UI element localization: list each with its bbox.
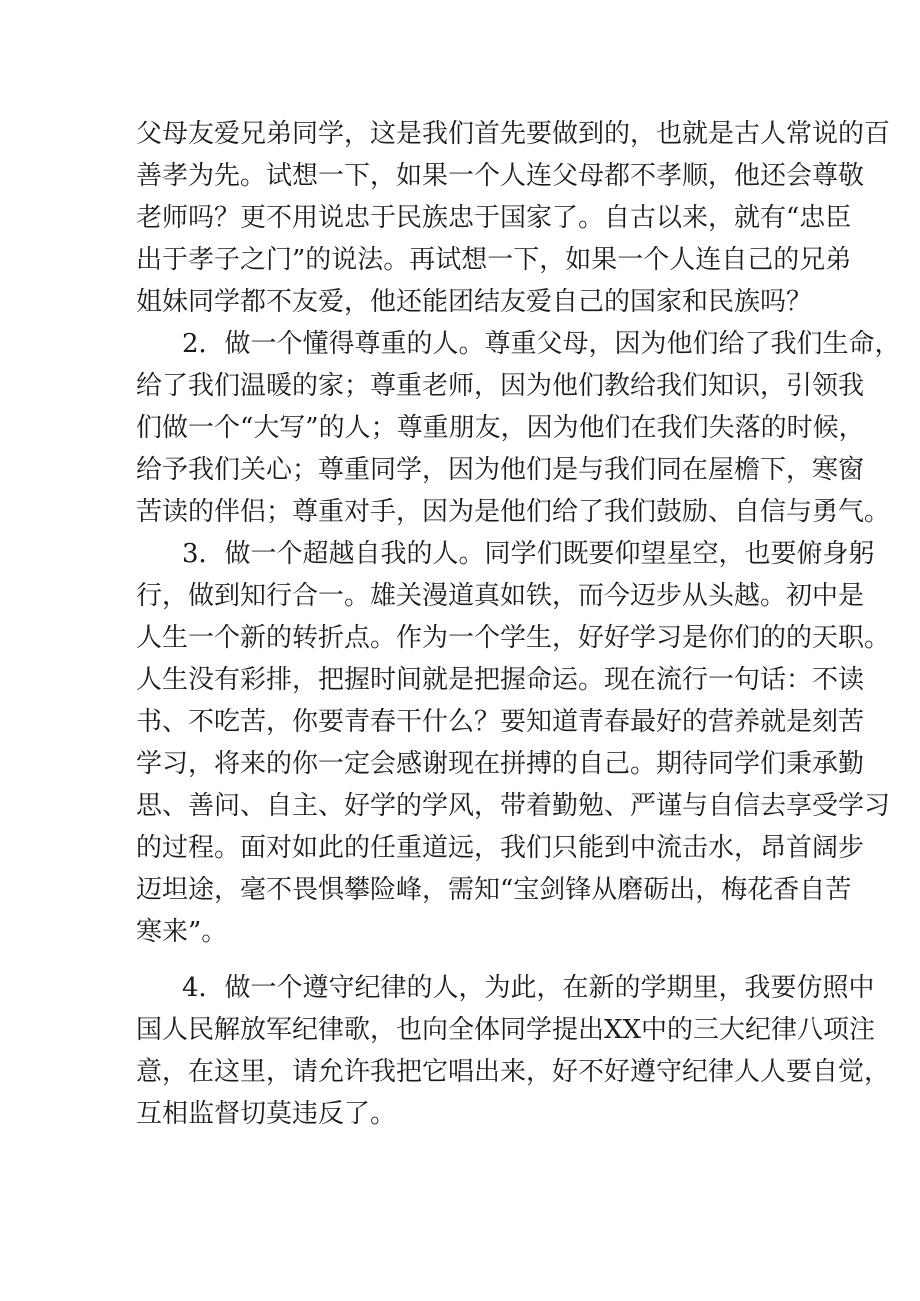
text-line: 出于孝子之门”的说法。再试想一下，如果一个人连自己的兄弟	[136, 245, 852, 275]
paragraph-3	[136, 533, 891, 953]
text-line: 姐妹同学都不友爱，他还能团结友爱自己的国家和民族吗？	[136, 287, 813, 317]
text-line: 给予我们关心；尊重同学，因为他们是与我们同在屋檐下，寒窗	[136, 455, 865, 485]
paragraph-4	[136, 967, 891, 1135]
text-line: 们做一个“大写”的人；尊重朋友，因为他们在我们失落的时候，	[136, 413, 865, 443]
text-line: 迈坦途，毫不畏惧攀险峰，需知“宝剑锋从磨砺出，梅花香自苦	[136, 875, 852, 905]
text-line: 国人民解放军纪律歌，也向全体同学提出XX中的三大纪律八项注	[136, 1015, 876, 1045]
text-line: 给了我们温暖的家；尊重老师，因为他们教给我们知识，引领我	[136, 371, 865, 401]
text-line: 2．做一个懂得尊重的人。尊重父母，因为他们给了我们生命，	[182, 329, 901, 359]
text-line: 人生一个新的转折点。作为一个学生，好好学习是你们的的天职。	[136, 623, 891, 653]
text-line: 4．做一个遵守纪律的人，为此，在新的学期里，我要仿照中	[182, 973, 875, 1003]
paragraph-2	[136, 323, 901, 533]
text-line: 意，在这里，请允许我把它唱出来，好不好遵守纪律人人要自觉，	[136, 1057, 891, 1087]
text-line: 思、善问、自主、好学的学风，带着勤勉、严谨与自信去享受学习	[136, 791, 891, 821]
text-line: 互相监督切莫违反了。	[136, 1099, 397, 1129]
text-line: 老师吗？更不用说忠于民族忠于国家了。自古以来，就有“忠臣	[136, 203, 852, 233]
text-line: 人生没有彩排，把握时间就是把握命运。现在流行一句话：不读	[136, 665, 865, 695]
document-body	[136, 113, 901, 1135]
text-line: 3．做一个超越自我的人。同学们既要仰望星空，也要俯身躬	[182, 539, 875, 569]
text-line: 行，做到知行合一。雄关漫道真如铁，而今迈步从头越。初中是	[136, 581, 865, 611]
text-line: 书、不吃苦，你要青春干什么？要知道青春最好的营养就是刻苦	[136, 707, 865, 737]
paragraph-spacer	[136, 953, 796, 967]
text-line: 父母友爱兄弟同学，这是我们首先要做到的，也就是古人常说的百	[136, 119, 891, 149]
text-line: 善孝为先。试想一下，如果一个人连父母都不孝顺，他还会尊敬	[136, 161, 865, 191]
text-line: 的过程。面对如此的任重道远，我们只能到中流击水，昂首阔步	[136, 833, 865, 863]
text-line: 寒来”。	[136, 917, 228, 947]
text-line: 学习，将来的你一定会感谢现在拼搏的自己。期待同学们秉承勤	[136, 749, 865, 779]
paragraph-1	[136, 113, 891, 323]
text-line: 苦读的伴侣；尊重对手，因为是他们给了我们鼓励、自信与勇气。	[136, 497, 891, 527]
